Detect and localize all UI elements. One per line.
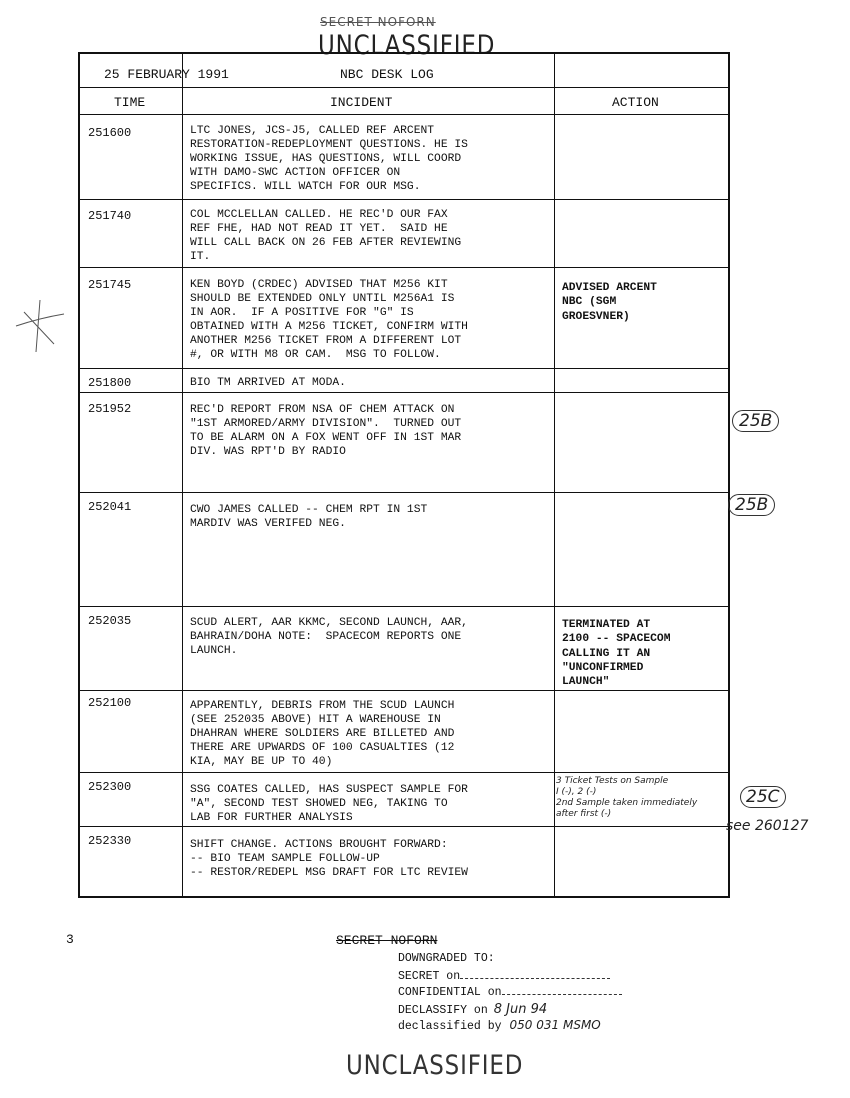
desk-log-table [78, 52, 730, 898]
unclassified-stamp-top: UNCLASSIFIED [318, 30, 496, 61]
declassified-by-line [398, 1018, 601, 1033]
row-time: 251745 [88, 278, 132, 292]
row-time: 251952 [88, 402, 132, 416]
row-incident: LTC JONES, JCS-J5, CALLED REF ARCENT RESTORATION-REDEPLOYMENT QUESTIONS. HE IS WORKING ISSUE, HAS QUESTIONS, WILL COORD WITH DAMO-SWC ACTION OFFICER ON SPECIFICS. WILL WATCH FOR OUR MSG. [190, 125, 468, 193]
column-header-incident: INCIDENT [330, 95, 393, 110]
divider [80, 267, 728, 268]
downgrade-declassify-line [398, 1002, 547, 1017]
divider [80, 368, 728, 369]
margin-mark-icon [10, 296, 70, 356]
row-incident: APPARENTLY, DEBRIS FROM THE SCUD LAUNCH (SEE 252035 ABOVE) HIT A WAREHOUSE IN DHAHRAN WHERE SOLDIERS ARE BILLETED AND THERE ARE UPWARDS OF 100 CASUALTIES (12 KIA, MAY BE UP TO 40) [190, 700, 455, 768]
divider [80, 87, 728, 88]
log-title: NBC DESK LOG [340, 67, 434, 82]
row-incident: SHIFT CHANGE. ACTIONS BROUGHT FORWARD: -- BIO TEAM SAMPLE FOLLOW-UP -- RESTOR/REDEPL MSG DRAFT FOR LTC REVIEW [190, 839, 468, 879]
margin-note: see 260127 [726, 818, 809, 834]
secret-on-label: SECRET on [398, 970, 461, 983]
row-action: TERMINATED AT 2100 -- SPACECOM CALLING IT AN "UNCONFIRMED LAUNCH" [562, 619, 671, 689]
margin-note: 25B [732, 410, 779, 432]
row-time: 252100 [88, 696, 132, 710]
row-incident: SCUD ALERT, AAR KKMC, SECOND LAUNCH, AAR, BAHRAIN/DOHA NOTE: SPACECOM REPORTS ONE LAUNCH. [190, 617, 468, 657]
column-header-time: TIME [114, 95, 146, 110]
row-time: 252330 [88, 834, 132, 848]
row-time: 251740 [88, 209, 132, 223]
row-incident: KEN BOYD (CRDEC) ADVISED THAT M256 KIT SHOULD BE EXTENDED ONLY UNTIL M256A1 IS IN AOR. IF A POSITIVE FOR "G" IS OBTAINED WITH A M256 TICKET, CONFIRM WITH ANOTHER M256 TICKET FROM A DIFFERENT LOT #, OR WITH M8 OR CAM. MSG TO FOLLOW. [190, 279, 468, 361]
row-action: ADVISED ARCENT NBC (SGM GROESVNER) [562, 282, 657, 323]
divider [80, 392, 728, 393]
divider [80, 772, 728, 773]
divider [80, 199, 728, 200]
fill-line [460, 978, 610, 979]
declassified-by-label: declassified by [398, 1020, 502, 1033]
downgrade-confidential-line [398, 986, 622, 999]
column-divider [182, 54, 183, 896]
confidential-on-label: CONFIDENTIAL on [398, 986, 502, 999]
unclassified-stamp-bottom: UNCLASSIFIED [346, 1050, 524, 1081]
downgraded-to-label: DOWNGRADED TO: [398, 952, 495, 965]
row-incident: COL MCCLELLAN CALLED. HE REC'D OUR FAX REF FHE, HAD NOT READ IT YET. SAID HE WILL CALL BACK ON 26 FEB AFTER REVIEWING IT. [190, 209, 462, 263]
row-time: 252300 [88, 780, 132, 794]
row-time: 251800 [88, 376, 132, 390]
divider [80, 492, 728, 493]
page-number: 3 [66, 932, 74, 947]
divider [80, 606, 728, 607]
divider [80, 114, 728, 115]
row-incident: BIO TM ARRIVED AT MODA. [190, 377, 346, 389]
divider [80, 826, 728, 827]
classification-bottom: SECRET NOFORN [336, 933, 438, 948]
row-incident: CWO JAMES CALLED -- CHEM RPT IN 1ST MARDIV WAS VERIFED NEG. [190, 504, 428, 530]
divider [80, 690, 728, 691]
declassify-on-label: DECLASSIFY on [398, 1004, 488, 1017]
margin-note: 25C [740, 786, 786, 808]
column-header-action: ACTION [612, 95, 659, 110]
row-incident: REC'D REPORT FROM NSA OF CHEM ATTACK ON "1ST ARMORED/ARMY DIVISION". TURNED OUT TO BE ALARM ON A FOX WENT OFF IN 1ST MAR DIV. WAS RPT'D BY RADIO [190, 404, 462, 458]
row-time: 252035 [88, 614, 132, 628]
downgrade-secret-line [398, 970, 610, 983]
log-date: 25 FEBRUARY 1991 [104, 67, 229, 82]
column-divider [554, 54, 555, 896]
fill-line [502, 994, 622, 995]
row-time: 252041 [88, 500, 132, 514]
row-time: 251600 [88, 126, 132, 140]
classification-top: SECRET NOFORN [320, 15, 436, 29]
row-incident: SSG COATES CALLED, HAS SUSPECT SAMPLE FOR "A", SECOND TEST SHOWED NEG, TAKING TO LAB FOR FURTHER ANALYSIS [190, 784, 468, 824]
declassify-date-handwritten: 8 Jun 94 [493, 1002, 548, 1017]
declassified-by-handwritten: 050 031 MSMO [509, 1018, 601, 1032]
row-action-handwritten: 3 Ticket Tests on Sample I (-), 2 (-) 2nd Sample taken immediately after first (-) [556, 776, 698, 819]
margin-note: 25B [728, 494, 775, 516]
